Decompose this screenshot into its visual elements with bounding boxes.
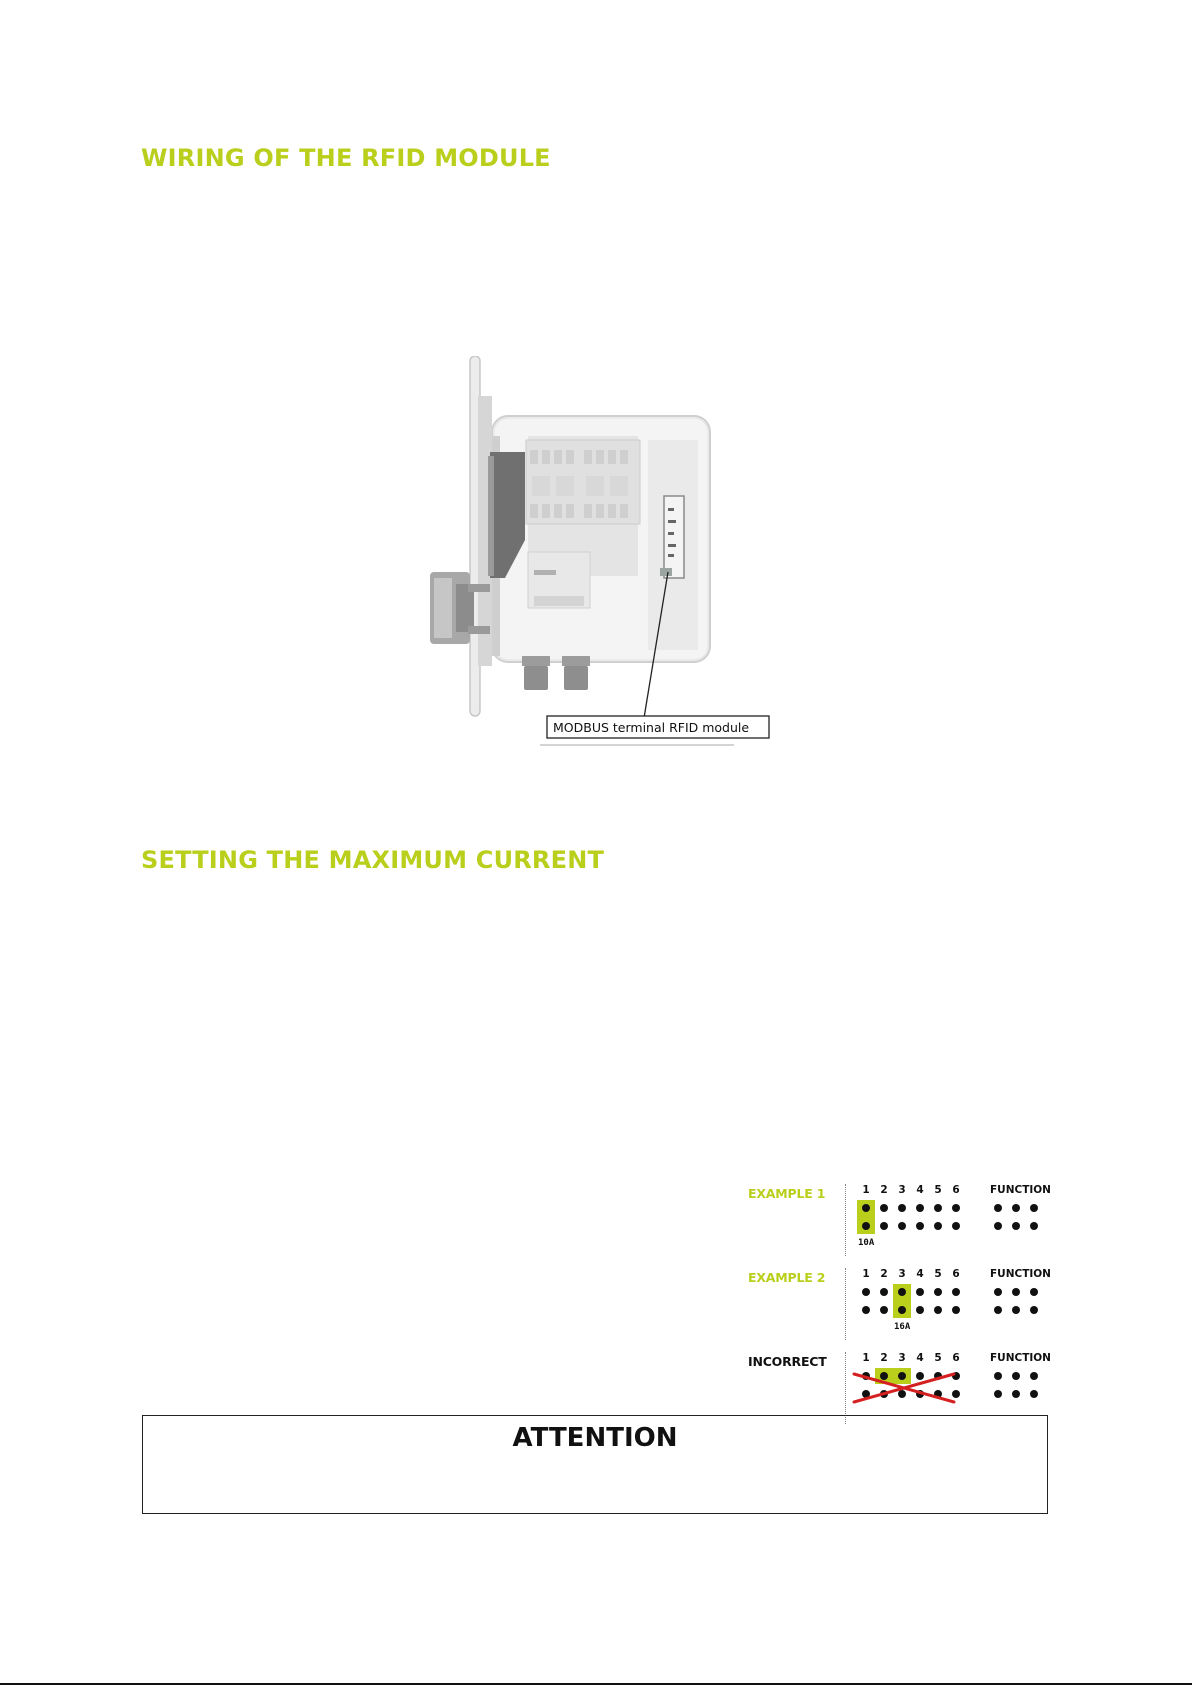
pin <box>898 1222 906 1230</box>
pin <box>862 1204 870 1212</box>
pin-number: 2 <box>880 1184 888 1196</box>
pin <box>952 1306 960 1314</box>
pin-number: 3 <box>898 1184 906 1196</box>
function-pin <box>1012 1222 1020 1230</box>
function-pin <box>994 1306 1002 1314</box>
rfid-section-heading: WIRING OF THE RFID MODULE <box>141 144 551 172</box>
function-pin <box>1030 1306 1038 1314</box>
cable-gland-2 <box>564 666 588 690</box>
pin <box>934 1288 942 1296</box>
pin-number: 6 <box>952 1184 960 1196</box>
pin <box>934 1222 942 1230</box>
attention-box <box>142 1415 1048 1514</box>
pin-number: 5 <box>934 1184 942 1196</box>
pin-number: 3 <box>898 1352 906 1364</box>
pin <box>862 1222 870 1230</box>
pin <box>934 1306 942 1314</box>
pin <box>916 1204 924 1212</box>
function-label: FUNCTION <box>990 1352 1051 1364</box>
pin <box>952 1222 960 1230</box>
function-label: FUNCTION <box>990 1184 1051 1196</box>
function-pin <box>1012 1372 1020 1380</box>
pin-number: 4 <box>916 1352 924 1364</box>
pin-number: 4 <box>916 1184 924 1196</box>
pin-number: 2 <box>880 1268 888 1280</box>
pin <box>862 1306 870 1314</box>
function-label: FUNCTION <box>990 1268 1051 1280</box>
pin-number: 5 <box>934 1268 942 1280</box>
pin <box>916 1306 924 1314</box>
function-pin <box>994 1390 1002 1398</box>
pin-number: 6 <box>952 1268 960 1280</box>
example-label: INCORRECT <box>748 1354 827 1369</box>
function-pin <box>1012 1390 1020 1398</box>
pin <box>898 1306 906 1314</box>
pin <box>916 1222 924 1230</box>
pin <box>934 1204 942 1212</box>
function-pin <box>1012 1204 1020 1212</box>
function-pin <box>1012 1306 1020 1314</box>
pin-number: 4 <box>916 1268 924 1280</box>
function-pin <box>994 1372 1002 1380</box>
function-pin <box>1030 1372 1038 1380</box>
pin-number: 6 <box>952 1352 960 1364</box>
max-current-section-heading: SETTING THE MAXIMUM CURRENT <box>141 846 605 874</box>
function-pin <box>994 1288 1002 1296</box>
jumper-example-1 <box>748 1184 1058 1264</box>
modbus-terminal <box>660 568 672 576</box>
pin <box>916 1288 924 1296</box>
pin <box>952 1204 960 1212</box>
pin-number: 2 <box>880 1352 888 1364</box>
incorrect-cross-icon <box>852 1370 956 1406</box>
amperage-label: 10A <box>858 1238 875 1248</box>
function-pin <box>1030 1288 1038 1296</box>
pin <box>880 1306 888 1314</box>
function-pin <box>1030 1390 1038 1398</box>
pin <box>862 1288 870 1296</box>
function-pin <box>994 1222 1002 1230</box>
pin-number: 5 <box>934 1352 942 1364</box>
modbus-terminal-label: MODBUS terminal RFID module <box>553 720 750 735</box>
function-pin <box>1012 1288 1020 1296</box>
amperage-label: 16A <box>894 1322 911 1332</box>
pin-number: 1 <box>862 1268 870 1280</box>
pin <box>952 1288 960 1296</box>
pin <box>898 1204 906 1212</box>
pin-number: 1 <box>862 1352 870 1364</box>
function-pin <box>1030 1204 1038 1212</box>
pin <box>880 1288 888 1296</box>
function-pin <box>1030 1222 1038 1230</box>
function-pin <box>994 1204 1002 1212</box>
example-label: EXAMPLE 2 <box>748 1270 826 1285</box>
pin-number: 1 <box>862 1184 870 1196</box>
example-label: EXAMPLE 1 <box>748 1186 826 1201</box>
pin <box>880 1222 888 1230</box>
attention-title: ATTENTION <box>512 1423 678 1453</box>
pin-number: 3 <box>898 1268 906 1280</box>
jumper-example-2 <box>748 1268 1058 1348</box>
pin <box>898 1288 906 1296</box>
pin <box>880 1204 888 1212</box>
cable-gland-1 <box>524 666 548 690</box>
rfid-device-figure <box>430 356 770 752</box>
